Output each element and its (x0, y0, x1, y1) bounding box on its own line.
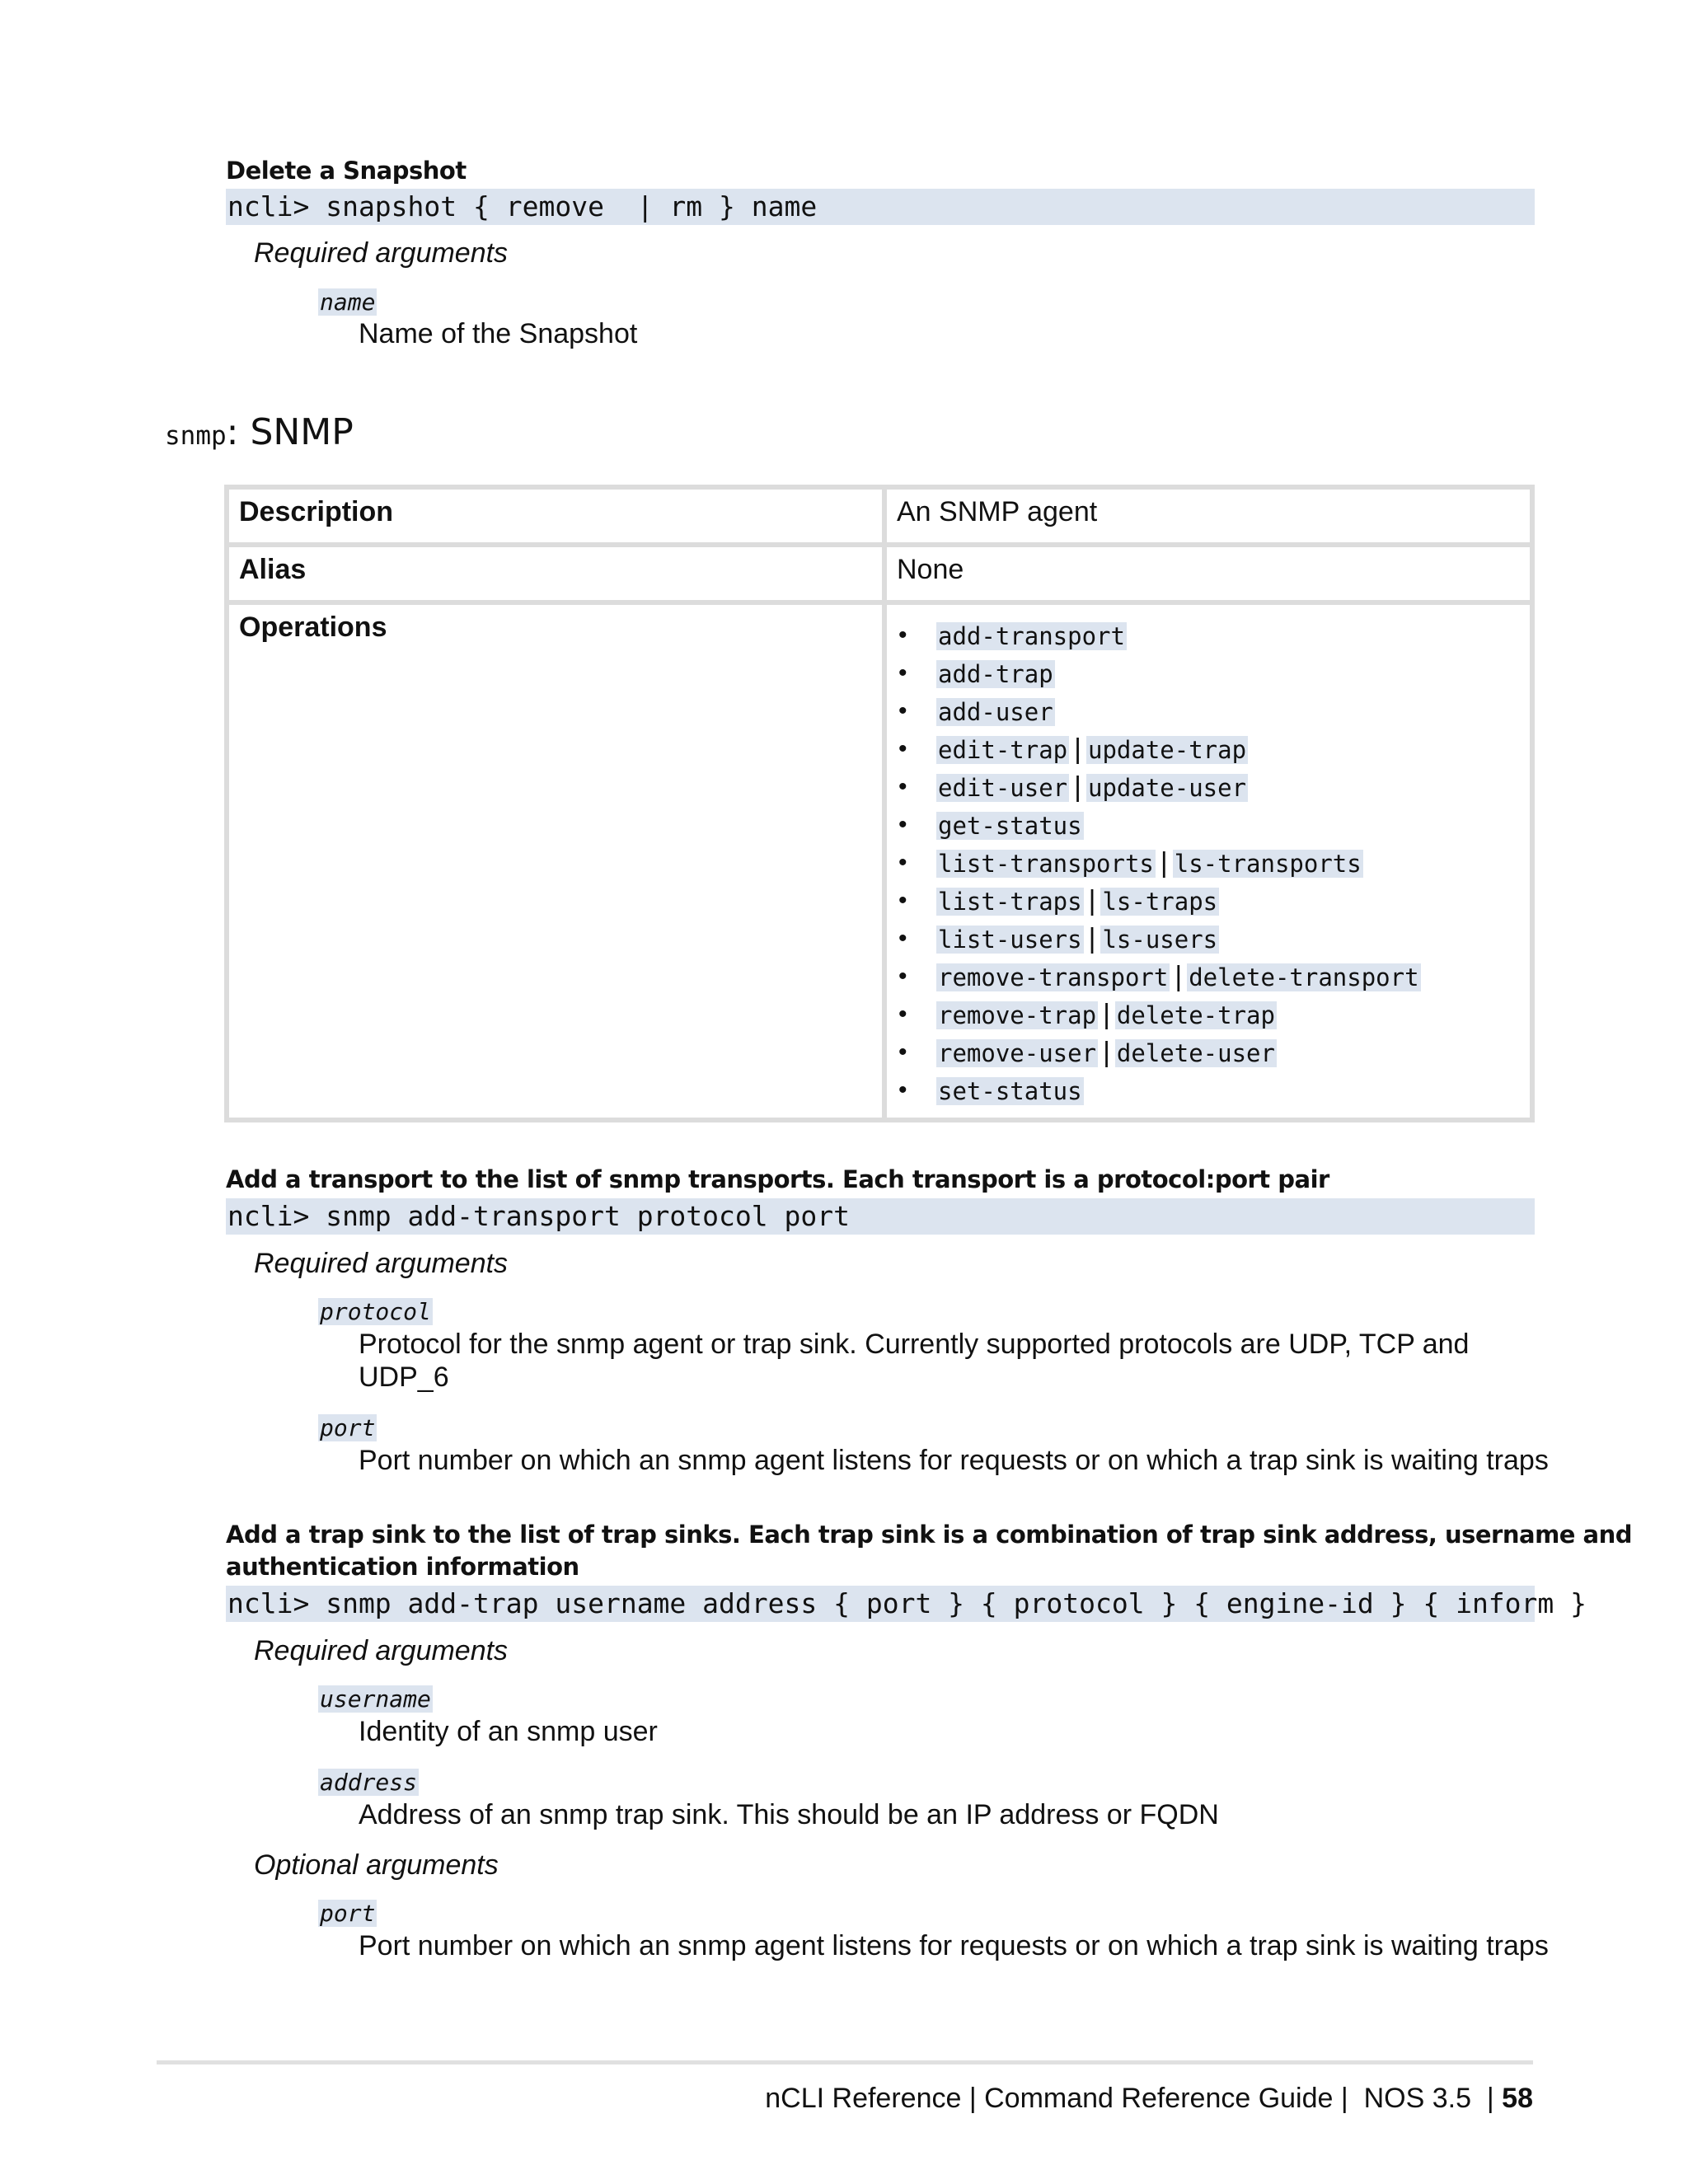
operation-name: list-traps (938, 888, 1082, 916)
operation-separator: | (1103, 1037, 1110, 1068)
operation-alias: delete-trap (1116, 1001, 1275, 1029)
required-arguments-label: Required arguments (254, 1635, 509, 1666)
operation-name: list-transports (938, 850, 1154, 878)
operation-name: edit-user (938, 774, 1068, 802)
page-number: 58 (1502, 2083, 1533, 2114)
bullet-icon: • (898, 849, 907, 876)
argument-description: Protocol for the snmp agent or trap sink. Currently supported protocols are UDP, TCP and UDP_6 (359, 1329, 1470, 1393)
operation-item (897, 806, 1520, 844)
argument-description: Port number on which an snmp agent listens for requests or on which a trap sink is waiting traps (359, 1930, 1549, 1961)
operation-separator: | (1160, 847, 1168, 879)
add-trap-heading-line2: authentication information (226, 1553, 579, 1581)
footer-divider (157, 2060, 1533, 2064)
section-title: snmp: SNMP (165, 411, 354, 453)
operation-item (897, 692, 1520, 730)
required-arguments-label: Required arguments (254, 1248, 509, 1279)
operation-separator: | (1175, 961, 1183, 992)
bullet-icon: • (898, 1001, 907, 1028)
operation-name: list-users (938, 926, 1082, 954)
operation-alias: ls-transports (1174, 850, 1362, 878)
page-footer: nCLI Reference | Command Reference Guide | NOS 3.5 | 58 (765, 2083, 1533, 2114)
add-transport-heading: Add a transport to the list of snmp transports. Each transport is a protocol:port pair (226, 1165, 1329, 1193)
operation-alias: ls-users (1102, 926, 1218, 954)
argument-description: Name of the Snapshot (359, 318, 638, 349)
delete-snapshot-command: ncli> snapshot { remove | rm } name (226, 189, 1535, 225)
alias-key: Alias (227, 545, 884, 602)
description-value: An SNMP agent (884, 487, 1532, 545)
operation-item (897, 768, 1520, 806)
operation-name: remove-user (938, 1039, 1097, 1067)
operation-name: add-user (938, 698, 1053, 726)
add-trap-command: ncli> snmp add-trap username address { port } { protocol } { engine-id } { inform } (226, 1586, 1535, 1622)
operation-separator: | (1088, 885, 1096, 916)
operation-item (897, 996, 1520, 1033)
operation-alias: delete-transport (1189, 963, 1419, 991)
table-row (227, 545, 1532, 602)
bullet-icon: • (898, 697, 907, 724)
required-arguments-label: Required arguments (254, 237, 509, 269)
operation-item (897, 616, 1520, 654)
argument-name: username (320, 1685, 431, 1713)
operations-list (897, 616, 1520, 1109)
operation-separator: | (1103, 999, 1110, 1030)
operation-item (897, 1033, 1520, 1071)
table-row (227, 602, 1532, 1120)
bullet-icon: • (898, 925, 907, 952)
operation-item (897, 1071, 1520, 1109)
snmp-info-table (224, 485, 1535, 1122)
operation-name: add-transport (938, 622, 1125, 650)
bullet-icon: • (898, 1038, 907, 1066)
add-trap-heading-line1: Add a trap sink to the list of trap sinks. Each trap sink is a combination of trap sink address, username and (226, 1521, 1633, 1549)
operation-item (897, 958, 1520, 996)
bullet-icon: • (898, 887, 907, 914)
optional-arguments-label: Optional arguments (254, 1849, 499, 1881)
alias-value: None (884, 545, 1532, 602)
argument-name: protocol (320, 1298, 431, 1325)
operations-key: Operations (227, 602, 884, 1120)
operation-separator: | (1074, 771, 1081, 803)
operation-item (897, 882, 1520, 920)
argument-description: Port number on which an snmp agent listens for requests or on which a trap sink is waiting traps (359, 1445, 1549, 1476)
bullet-icon: • (898, 621, 907, 649)
operation-separator: | (1088, 923, 1096, 954)
table-row (227, 487, 1532, 545)
operation-name: remove-trap (938, 1001, 1097, 1029)
argument-description: Identity of an snmp user (359, 1716, 658, 1747)
bullet-icon: • (898, 811, 907, 838)
operation-name: set-status (938, 1077, 1082, 1105)
delete-snapshot-heading: Delete a Snapshot (226, 157, 467, 185)
description-key: Description (227, 487, 884, 545)
operation-alias: update-trap (1087, 736, 1247, 764)
argument-name: address (320, 1769, 418, 1796)
operation-item (897, 920, 1520, 958)
operation-item (897, 654, 1520, 692)
bullet-icon: • (898, 773, 907, 800)
bullet-icon: • (898, 963, 907, 990)
operation-name: get-status (938, 812, 1082, 840)
operation-item (897, 730, 1520, 768)
operation-alias: ls-traps (1102, 888, 1218, 916)
argument-name: port (320, 1414, 376, 1441)
operations-cell (884, 602, 1532, 1120)
operation-name: remove-transport (938, 963, 1169, 991)
argument-description: Address of an snmp trap sink. This should be an IP address or FQDN (359, 1799, 1219, 1830)
operation-alias: update-user (1087, 774, 1247, 802)
bullet-icon: • (898, 659, 907, 687)
operation-name: add-trap (938, 660, 1053, 688)
argument-name: name (320, 288, 376, 316)
operation-alias: delete-user (1116, 1039, 1275, 1067)
operation-item (897, 844, 1520, 882)
bullet-icon: • (898, 735, 907, 762)
operation-separator: | (1074, 733, 1081, 765)
argument-name: port (320, 1900, 376, 1927)
bullet-icon: • (898, 1076, 907, 1104)
operation-name: edit-trap (938, 736, 1068, 764)
add-transport-command: ncli> snmp add-transport protocol port (226, 1198, 1535, 1235)
